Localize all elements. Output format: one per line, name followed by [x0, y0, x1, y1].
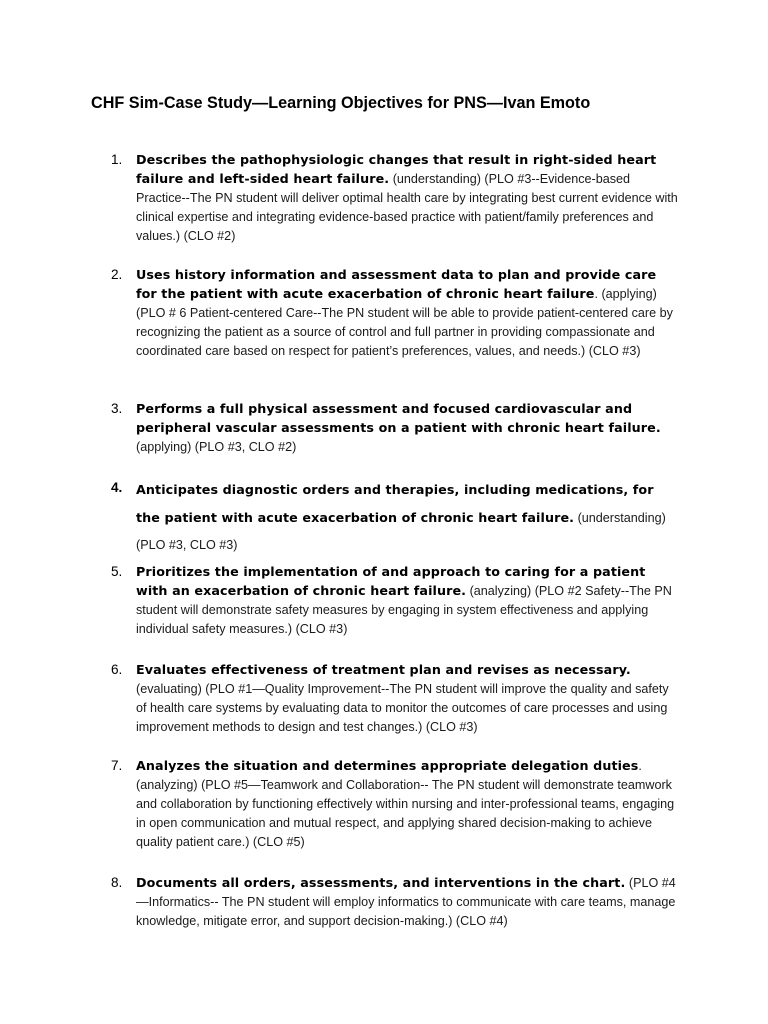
objective-lead: Performs a full physical assessment and focused cardiovascular and peripheral vascular assessments on a patient with chronic heart failure.	[136, 401, 661, 435]
objective-text	[136, 756, 681, 852]
objective-detail: . (analyzing) (PLO #5—Teamwork and Collaboration-- The PN student will demonstrate teamwork and collaboration by functioning effectively within nursing and inter-professional teams, engaging in open communication and mutual respect, and applying shared decision-making to achieve quality patient care.) (CLO #5)	[136, 759, 675, 849]
objective-number: 6.	[111, 662, 123, 677]
objective-lead: Uses history information and assessment data to plan and provide care for the patient with acute exacerbation of chronic heart failure	[136, 267, 657, 301]
objective-number: 1.	[111, 152, 123, 167]
objective-text	[136, 660, 681, 737]
objective-lead: Evaluates effectiveness of treatment plan and revises as necessary.	[136, 662, 631, 677]
objective-number: 3.	[111, 401, 123, 416]
objective-number: 7.	[111, 758, 123, 773]
objective-number: 8.	[111, 875, 123, 890]
objective-item	[111, 660, 681, 737]
objective-item	[111, 399, 681, 457]
objective-text	[136, 150, 681, 246]
objective-item	[111, 873, 681, 931]
objective-text	[136, 478, 681, 561]
objective-detail: . (applying) (PLO # 6 Patient-centered Care--The PN student will be able to provide patient-centered care by recognizing the patient as a source of control and full partner in providing compassionate and coordinated care based on respect for patient’s preferences, values, and needs.) (CLO #3)	[136, 287, 673, 358]
objective-item	[111, 562, 681, 639]
objective-detail: (understanding) (PLO #3, CLO #3)	[136, 511, 666, 552]
objective-lead: Analyzes the situation and determines appropriate delegation duties	[136, 758, 639, 773]
objective-text	[136, 265, 681, 361]
objective-item	[111, 265, 681, 361]
objective-item	[111, 756, 681, 852]
objective-detail: (PLO #4 —Informatics-- The PN student will employ informatics to communicate with care teams, manage knowledge, mitigate error, and support decision-making.) (CLO #4)	[136, 876, 676, 928]
objective-number: 2.	[111, 267, 123, 282]
objective-lead: Anticipates diagnostic orders and therapies, including medications, for the patient with acute exacerbation of chronic heart failure.	[136, 482, 654, 525]
objective-text	[136, 873, 681, 931]
objective-number: 5.	[111, 564, 123, 579]
objective-item	[111, 478, 681, 561]
objective-number: 4.	[111, 480, 123, 495]
objective-detail: (analyzing) (PLO #2 Safety--The PN student will demonstrate safety measures by engaging in system effectiveness and applying individual safety measures.) (CLO #3)	[136, 584, 672, 636]
objective-text	[136, 399, 681, 457]
objective-detail: (evaluating) (PLO #1—Quality Improvement--The PN student will improve the quality and safety of health care systems by evaluating data to monitor the outcomes of care processes and using improvement methods to design and test changes.) (CLO #3)	[136, 682, 669, 734]
objective-item	[111, 150, 681, 246]
objective-detail: (understanding) (PLO #3--Evidence-based Practice--The PN student will deliver optimal health care by integrating best current evidence with clinical expertise and integrating evidence-based practice with patient/family preferences and values.) (CLO #2)	[136, 172, 678, 243]
document-title: CHF Sim-Case Study—Learning Objectives for PNS—Ivan Emoto	[91, 94, 591, 112]
objective-lead: Describes the pathophysiologic changes that result in right-sided heart failure and left-sided heart failure.	[136, 152, 657, 186]
objective-lead: Documents all orders, assessments, and interventions in the chart.	[136, 875, 626, 890]
objective-lead: Prioritizes the implementation of and approach to caring for a patient with an exacerbation of chronic heart failure.	[136, 564, 646, 598]
objective-detail: (applying) (PLO #3, CLO #2)	[136, 440, 297, 454]
objective-text	[136, 562, 681, 639]
